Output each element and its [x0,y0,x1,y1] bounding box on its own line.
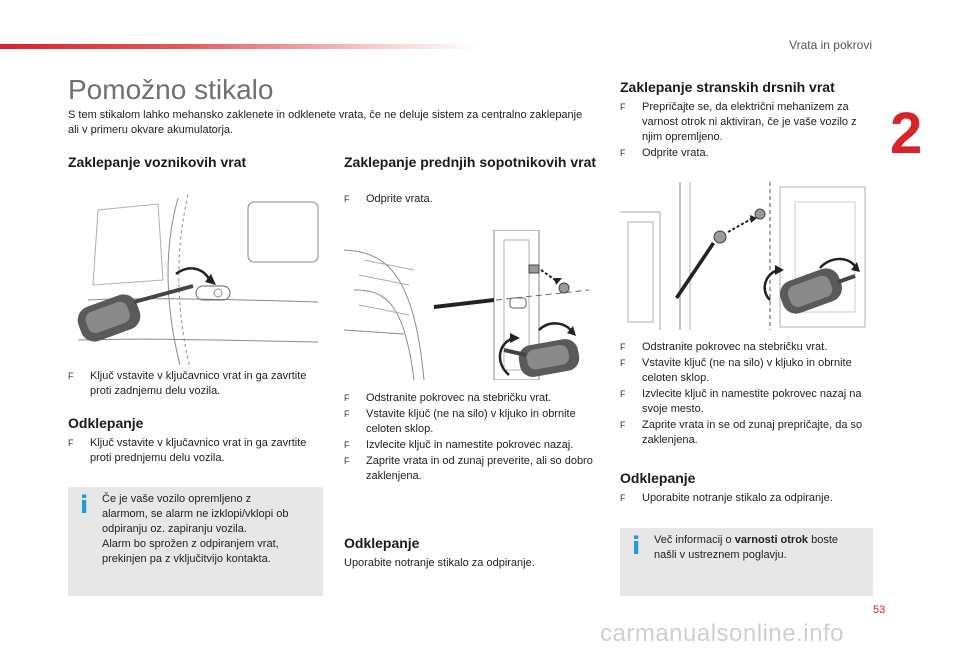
chapter-number: 2 [890,101,923,166]
chapter-title: Vrata in pokrovi [789,38,872,52]
heading-sliding-door-lock: Zaklepanje stranskih drsnih vrat [620,79,835,95]
bullet-icon: F [620,342,626,352]
driver-lock-steps [68,369,308,400]
sliding-door-illustration [620,182,873,330]
list-item: F Ključ vstavite v ključavnico vrat in ga zavrtite proti zadnjemu delu vozila. [68,370,307,397]
list-item: F Odprite vrata. [620,147,709,159]
heading-front-passenger-door-lock: Zaklepanje prednjih sopotnikovih vrat [344,154,597,170]
car-key-icon [776,264,855,317]
page-number: 53 [873,604,886,616]
bullet-icon: F [620,148,626,158]
list-item: F Ključ vstavite v ključavnico vrat in ga zavrtite proti prednjemu delu vozila. [68,437,307,464]
bullet-icon: F [620,358,626,368]
bullet-icon: F [344,409,350,419]
passenger-unlock-text: Uporabite notranje stikalo za odpiranje. [344,557,535,569]
list-item: F Odprite vrata. [344,193,433,205]
heading-passenger-unlock: Odklepanje [344,535,420,551]
info-icon: i [80,491,89,519]
lock-cover-icon [529,265,569,293]
page-title: Pomožno stikalo [68,74,274,105]
list-item: F Zaprite vrata in se od zunaj prepričajte, da so zaklenjena. [620,419,863,446]
bullet-icon: F [620,102,626,112]
info-icon: i [632,532,641,560]
watermark: carmanualsonline.info [600,620,844,647]
list-item: F Odstranite pokrovec na stebričku vrat. [344,392,552,404]
child-safety-info-box [620,528,873,596]
sliding-unlock-steps [620,491,875,507]
bullet-icon: F [620,389,626,399]
lock-cover-icon [714,209,765,243]
bullet-icon: F [344,194,350,204]
alarm-info-text: Če je vaše vozilo opremljeno z alarmom, se alarm ne izklopi/vklopi ob odpiranju oz. zapiranju vozila. Alarm bo sprožen z odpiranjem vrat, prekinjen pa z vključitvijo kontakta. [102,493,289,565]
child-safety-link-text: varnosti otrok [734,534,809,546]
bullet-icon: F [68,371,74,381]
bullet-icon: F [620,493,626,503]
intro-text: S tem stikalom lahko mehansko zaklenete in odklenete vrata, če ne deluje sistem za centralno zaklepanje ali v primeru okvare akumulatorja. [68,109,583,136]
passenger-door-illustration [344,230,599,380]
bullet-icon: F [344,393,350,403]
list-item: F Uporabite notranje stikalo za odpiranje. [620,492,833,504]
list-item: F Izvlecite ključ in namestite pokrovec nazaj na svoje mesto. [620,388,862,415]
list-item: F Odstranite pokrovec na stebričku vrat. [620,341,828,353]
passenger-lock-steps [344,391,599,485]
list-item: F Zaprite vrata in od zunaj preverite, ali so dobro zaklenjena. [344,455,593,482]
driver-unlock-steps [68,436,308,467]
list-item: F Izvlecite ključ in namestite pokrovec nazaj. [344,439,574,451]
driver-door-illustration [68,190,323,370]
heading-sliding-unlock: Odklepanje [620,470,696,486]
list-item: F Prepričajte se, da električni mehanizem za varnost otrok ni aktiviran, če je vaše vozilo z njim opremljeno. [620,101,857,143]
alarm-info-box [68,487,323,596]
child-safety-info-text: Več informacij o varnosti otrok boste našli v ustreznem poglavju. [654,534,839,561]
heading-driver-unlock: Odklepanje [68,415,144,431]
car-key-icon [74,286,193,346]
sliding-door-lock-steps [620,340,875,449]
header-accent-bar [0,44,480,49]
list-item: F Vstavite ključ (ne na silo) v kljuko in obrnite celoten sklop. [620,357,852,384]
sliding-door-prep-steps [620,100,875,162]
bullet-icon: F [344,456,350,466]
passenger-open-step [344,192,594,208]
list-item: F Vstavite ključ (ne na silo) v kljuko in obrnite celoten sklop. [344,408,576,435]
car-key-icon [504,337,581,379]
bullet-icon: F [344,440,350,450]
heading-driver-door-lock: Zaklepanje voznikovih vrat [68,154,247,170]
bullet-icon: F [620,420,626,430]
bullet-icon: F [68,438,74,448]
